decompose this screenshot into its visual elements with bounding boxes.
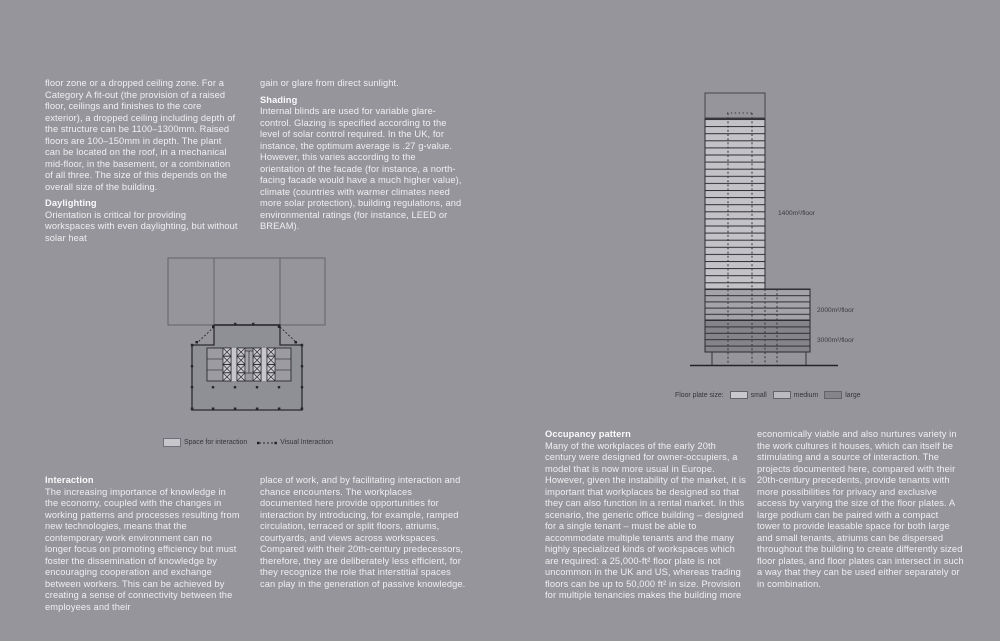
- podium-medium-floors: [705, 289, 810, 320]
- core-right: [267, 348, 291, 381]
- podium-large-floors: [705, 320, 810, 352]
- plan-legend: [163, 438, 333, 447]
- legend-label-small: small: [750, 391, 767, 399]
- heading-interaction: Interaction: [45, 475, 94, 485]
- column-interaction-cont: [260, 475, 466, 590]
- space-for-interaction-swatch: [163, 438, 181, 447]
- column-fitout: [45, 78, 238, 244]
- swatch-medium: [773, 391, 791, 399]
- interaction-space-strip: [261, 348, 267, 381]
- legend-label-large: large: [845, 391, 861, 399]
- interaction-paragraph: The increasing importance of knowledge in the economy, coupled with the changes in working patterns and processes resulting from new technologies, means that the contemporary work environment can no longer focus on promoting efficiency but must foster the dissemination of knowledge by encouraging cooperation and exchange between workers. This can be achieved by creating a sense of connectivity between the employees and their: [45, 486, 240, 612]
- fitout-paragraph: floor zone or a dropped ceiling zone. For a Category A fit-out (the provision of a raised floor, ceilings and finishes to the core exterior), a dropped ceiling including depth of the structure can be 1100–1300mm. Raised floors are 100–150mm in depth. The plant can be located on the roof, in a mechanical mid-floor, in the basement, or a combination of all three. The size of this depends on the overall size of the building.: [45, 78, 236, 192]
- floor-plate-legend: [675, 391, 861, 399]
- heading-occupancy-pattern: Occupancy pattern: [545, 429, 631, 439]
- floor-plan-diagram: [158, 253, 334, 423]
- swatch-large: [824, 391, 842, 399]
- interaction-paragraph-cont: place of work, and by facilitating interaction and chance encounters. The workplaces documented here provide opportunities for interaction by introducing, for example, ramped circulation, terraced or split floors, atriums, courtyards, and views across workspaces. Compared with their 20th-century predecessors, therefore, they are deliberately less efficient, for they recognize the role that interstitial spaces can play in the generation of passive knowledge.: [260, 475, 466, 589]
- swatch-small: [730, 391, 748, 399]
- service-cores: [207, 348, 291, 381]
- occupancy-paragraph: Many of the workplaces of the early 20th century were designed for owner-occupiers, a model that is now more usual in Europe. However, given the instability of the market, it is important that workplaces be designed so that they can also function in a rental market. In this scenario, the generic office building – designed for a single tenant – must be able to accommodate multiple tenants and the many highly specialized kinds of workspaces which are required: a 25,000-ft² floor plate is not uncommon in the UK and US, whereas trading floors can be up to 50,000 ft² in size. Provision for multiple tenancies makes the building more: [545, 440, 746, 600]
- column-occupancy-cont: [757, 429, 964, 590]
- core-middle: [237, 348, 261, 381]
- floor-plate-legend-title: Floor plate size:: [675, 391, 724, 399]
- column-occupancy: [545, 429, 748, 602]
- tower-small-floors: [705, 119, 765, 289]
- heading-shading: Shading: [260, 94, 298, 105]
- visual-interaction-marker-icon: [257, 440, 277, 446]
- column-shading: [260, 78, 462, 233]
- label-3000: 3000m²/floor: [817, 337, 855, 344]
- heading-daylighting: Daylighting: [45, 198, 97, 208]
- interaction-space-strip: [231, 348, 237, 381]
- building-section-diagram: [655, 82, 865, 417]
- legend-label-medium: medium: [793, 391, 819, 399]
- roof-plant-outline: [705, 93, 765, 118]
- plan-legend-label-space: Space for interaction: [184, 439, 248, 446]
- core-left: [207, 348, 231, 381]
- daylighting-paragraph: Orientation is critical for providing workspaces with even daylighting, but without solar heat: [45, 209, 238, 243]
- column-interaction: [45, 475, 241, 613]
- label-1400: 1400m²/floor: [778, 210, 816, 217]
- adjacent-floor-outline: [168, 258, 325, 325]
- shading-lead-paragraph: gain or glare from direct sunlight.: [260, 78, 399, 88]
- shading-paragraph: Internal blinds are used for variable glare-control. Glazing is specified according to the level of solar control required. In the UK, for instance, the optimum average is .27 g-value. However, this varies according to the orientation of the facade (for instance, a north-facing facade would have a much higher value), climate (countries with warmer climates need more solar protection), building regulations, and environmental ratings (for instance, LEED or BREAM).: [260, 106, 462, 231]
- occupancy-paragraph-cont: economically viable and also nurtures variety in the work cultures it houses, which can itself be stimulating and a source of interaction. The projects documented here, compared with their 20th-century precedents, provide tenants with more possibilities for privacy and exclusive access by varying the size of the floor plates. A large podium can be paired with a compact tower to provide leasable space for both large and small tenants, atriums can be dispersed throughout the building to create differently sized floor plates, and floor plates can intersect in such a way that they can be used either separately or in combination.: [757, 429, 964, 589]
- plan-legend-label-visual: Visual Interaction: [280, 439, 333, 446]
- label-2000: 2000m²/floor: [817, 307, 855, 314]
